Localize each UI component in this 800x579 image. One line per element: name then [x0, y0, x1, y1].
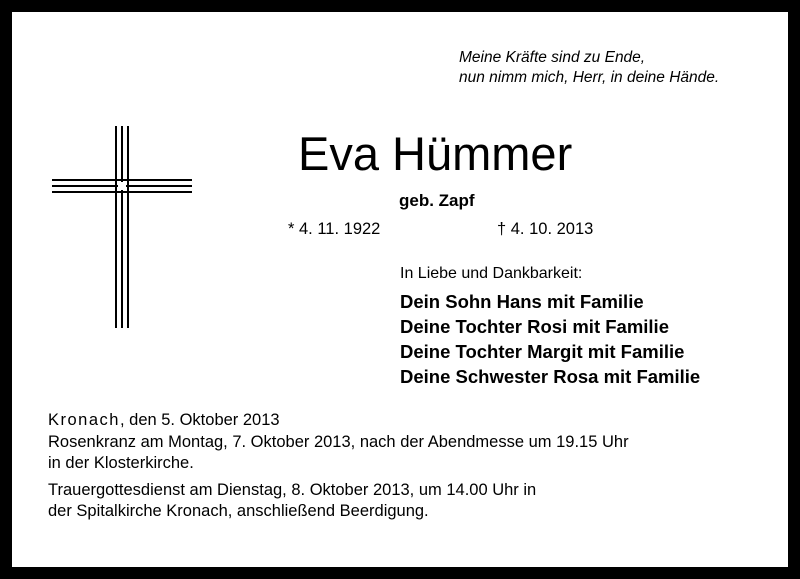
verse-line-2: nun nimm mich, Herr, in deine Hände.	[459, 69, 720, 86]
verse-block	[459, 48, 719, 88]
maiden-name: geb. Zapf	[399, 191, 475, 210]
announcement-date: , den 5. Oktober 2013	[119, 411, 280, 429]
cross-icon	[52, 124, 192, 330]
mourner-item: Deine Tochter Rosi mit Familie	[400, 316, 669, 337]
place-date-line	[48, 410, 629, 432]
mourner-item: Deine Schwester Rosa mit Familie	[400, 366, 701, 387]
mourners-list	[400, 289, 700, 389]
rosary-line-1: Rosenkranz am Montag, 7. Oktober 2013, nach der Abendmesse um 19.15 Uhr	[48, 432, 629, 451]
death-date: † 4. 10. 2013	[497, 220, 594, 238]
birth-date: * 4. 11. 1922	[288, 220, 381, 238]
mourner-item: Deine Tochter Margit mit Familie	[400, 341, 685, 362]
service-details	[48, 410, 629, 523]
decedent-name: Eva Hümmer	[298, 127, 573, 180]
mourners-intro: In Liebe und Dankbarkeit:	[400, 265, 583, 282]
funeral-line-1: Trauergottesdienst am Dienstag, 8. Oktober 2013, um 14.00 Uhr in	[48, 480, 537, 499]
funeral-line-2: der Spitalkirche Kronach, anschließend Beerdigung.	[48, 502, 429, 520]
place-name: Kronach	[48, 411, 120, 429]
rosary-line-2: in der Klosterkirche.	[48, 454, 194, 472]
verse-line-1: Meine Kräfte sind zu Ende,	[459, 49, 646, 66]
mourner-item: Dein Sohn Hans mit Familie	[400, 291, 644, 312]
